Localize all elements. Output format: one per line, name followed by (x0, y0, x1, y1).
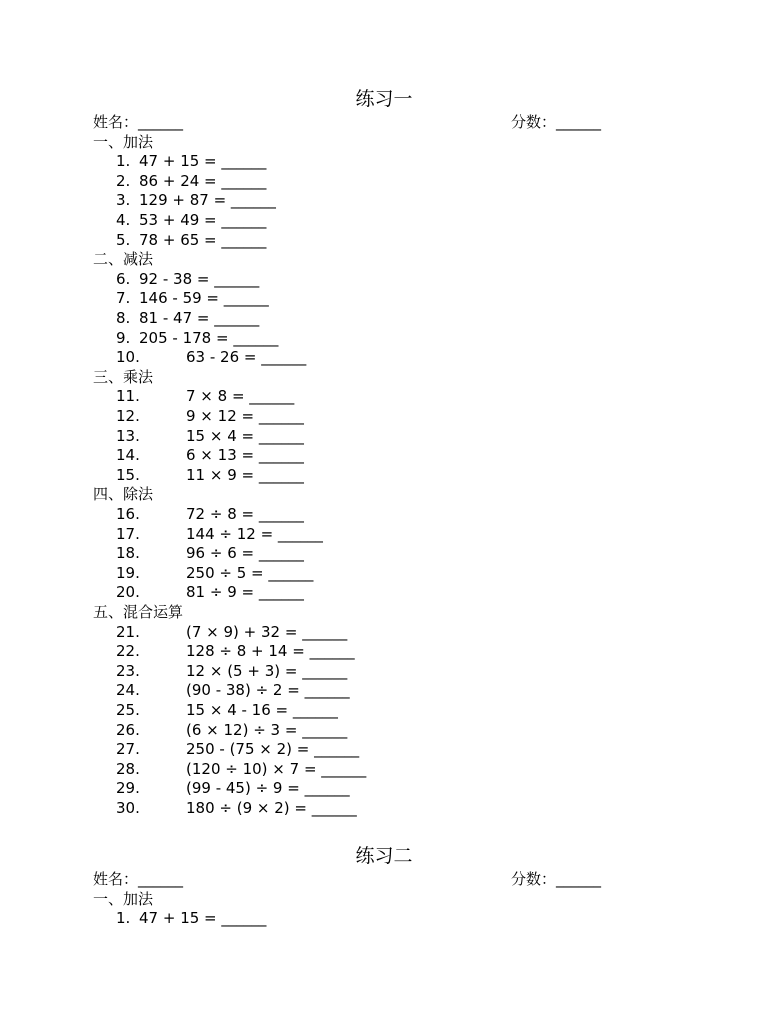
problem-number: 24. (116, 681, 140, 700)
problem-number: 13. (116, 426, 140, 445)
problem-expression: 6 × 13 = ______ (186, 446, 304, 465)
problem-number: 2. (116, 171, 131, 190)
problem-expression: (120 ÷ 10) × 7 = ______ (186, 759, 367, 778)
problem-expression: 86 + 24 = ______ (139, 171, 267, 190)
worksheet-title: 练习一 (355, 88, 413, 110)
name-field-label: 姓名：______ (93, 870, 184, 888)
problem-number: 30. (116, 799, 140, 817)
problem-expression: 7 × 8 = ______ (186, 387, 295, 406)
problem-number: 28. (116, 759, 140, 778)
problem-expression: 47 + 15 = ______ (139, 909, 267, 928)
problem-number: 15. (116, 465, 140, 484)
problem-expression: 96 ÷ 6 = ______ (186, 544, 304, 563)
problem-expression: (7 × 9) + 32 = ______ (186, 622, 348, 641)
problem-number: 5. (116, 230, 131, 249)
problem-number: 29. (116, 779, 140, 798)
problem-number: 22. (116, 642, 140, 661)
problem-number: 11. (116, 387, 140, 406)
problem-expression: 144 ÷ 12 = ______ (186, 524, 323, 543)
section-heading: 一、加法 (93, 132, 154, 151)
problem-expression: 205 - 178 = ______ (139, 328, 279, 347)
problem-number: 23. (116, 661, 140, 680)
section-heading: 三、乘法 (93, 367, 154, 386)
worksheet-title: 练习二 (355, 845, 413, 867)
problem-number: 26. (116, 720, 140, 739)
problem-number: 10. (116, 348, 140, 367)
problem-expression: 15 × 4 - 16 = ______ (186, 701, 338, 719)
problem-expression: (90 - 38) ÷ 2 = ______ (186, 681, 350, 700)
problem-expression: (99 - 45) ÷ 9 = ______ (186, 779, 350, 798)
problem-expression: 92 - 38 = ______ (139, 269, 260, 288)
problem-number: 1. (116, 152, 131, 171)
problem-number: 18. (116, 544, 140, 563)
problem-expression: 81 - 47 = ______ (139, 309, 260, 327)
problem-expression: 53 + 49 = ______ (139, 211, 267, 229)
problem-expression: 63 - 26 = ______ (186, 348, 307, 367)
problem-number: 8. (116, 309, 131, 327)
problem-number: 16. (116, 505, 140, 523)
problem-expression: (6 × 12) ÷ 3 = ______ (186, 720, 348, 739)
problem-number: 21. (116, 622, 140, 641)
problem-number: 19. (116, 563, 140, 582)
problem-expression: 72 ÷ 8 = ______ (186, 505, 304, 523)
problem-number: 14. (116, 446, 140, 465)
problem-expression: 129 + 87 = ______ (139, 191, 276, 210)
score-field-label: 分数：______ (511, 870, 602, 888)
problem-expression: 81 ÷ 9 = ______ (186, 583, 304, 602)
problem-number: 20. (116, 583, 140, 602)
problem-expression: 128 ÷ 8 + 14 = ______ (186, 642, 355, 661)
problem-number: 9. (116, 328, 131, 347)
problem-expression: 15 × 4 = ______ (186, 426, 304, 445)
problem-expression: 146 - 59 = ______ (139, 289, 269, 308)
section-heading: 五、混合运算 (93, 603, 184, 621)
problem-number: 7. (116, 289, 131, 308)
section-heading: 四、除法 (93, 485, 154, 504)
problem-number: 12. (116, 407, 140, 425)
problem-expression: 180 ÷ (9 × 2) = ______ (186, 799, 357, 817)
problem-expression: 78 + 65 = ______ (139, 230, 267, 249)
problem-number: 17. (116, 524, 140, 543)
problem-number: 1. (116, 909, 131, 928)
problem-number: 3. (116, 191, 131, 210)
problem-expression: 12 × (5 + 3) = ______ (186, 661, 348, 680)
section-heading: 二、减法 (93, 250, 154, 269)
name-field-label: 姓名：______ (93, 113, 184, 131)
problem-expression: 250 - (75 × 2) = ______ (186, 740, 360, 759)
problem-number: 4. (116, 211, 131, 229)
problem-expression: 47 + 15 = ______ (139, 152, 267, 171)
problem-number: 27. (116, 740, 140, 759)
section-heading: 一、加法 (93, 889, 154, 908)
problem-number: 25. (116, 701, 140, 719)
problem-expression: 250 ÷ 5 = ______ (186, 563, 314, 582)
problem-expression: 11 × 9 = ______ (186, 465, 304, 484)
problem-expression: 9 × 12 = ______ (186, 407, 304, 425)
problem-number: 6. (116, 269, 131, 288)
score-field-label: 分数：______ (511, 113, 602, 131)
